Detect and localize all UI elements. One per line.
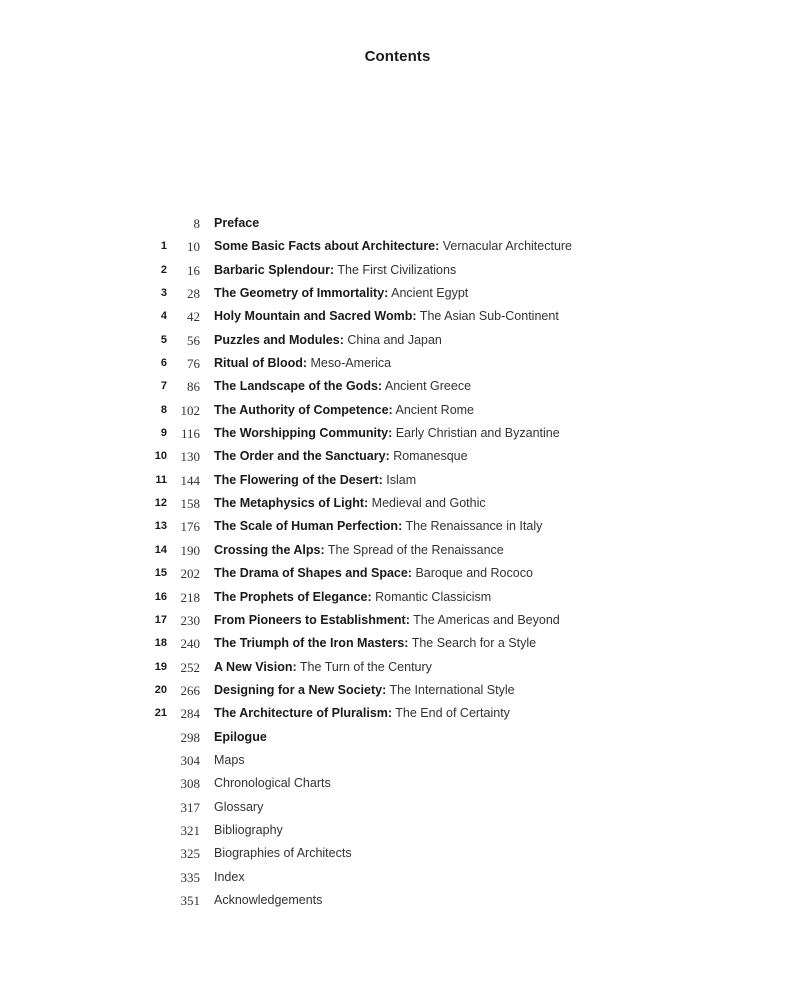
- page-number: 335: [180, 869, 200, 885]
- entry-subtitle: The Turn of the Century: [296, 659, 432, 674]
- entry-subtitle: The Americas and Beyond: [409, 612, 560, 627]
- page-number: 86: [187, 379, 200, 395]
- entry-title: The Metaphysics of Light:: [214, 496, 369, 511]
- entry-text: [214, 282, 468, 305]
- toc-entry[interactable]: [0, 562, 795, 585]
- entry-text: [214, 445, 468, 468]
- toc-entry[interactable]: [0, 515, 795, 538]
- chapter-number: 5: [160, 333, 167, 346]
- toc-entry[interactable]: [0, 469, 795, 492]
- chapter-number: 4: [160, 310, 167, 323]
- entry-title: The Order and the Sanctuary:: [214, 449, 390, 464]
- entry-subtitle: The First Civilizations: [334, 262, 457, 277]
- entry-title: Holy Mountain and Sacred Womb:: [214, 309, 417, 324]
- entry-text: [214, 492, 486, 515]
- entry-subtitle: The End of Certainty: [392, 706, 510, 721]
- entry-text: [214, 749, 245, 772]
- toc-entry[interactable]: [0, 702, 795, 725]
- chapter-number: 19: [154, 660, 167, 673]
- chapter-number: 1: [160, 240, 167, 253]
- entry-text: [214, 235, 572, 258]
- entry-title: The Architecture of Pluralism:: [214, 706, 393, 721]
- entry-title: Crossing the Alps:: [214, 542, 325, 557]
- chapter-number: 18: [154, 637, 167, 650]
- entry-text: [214, 772, 331, 795]
- entry-subtitle: Ancient Rome: [392, 402, 475, 417]
- entry-title: The Authority of Competence:: [214, 402, 393, 417]
- entry-text: [214, 609, 560, 632]
- page-number: 116: [180, 426, 200, 442]
- page-number: 298: [180, 729, 200, 745]
- entry-subtitle: Baroque and Rococo: [411, 566, 533, 581]
- entry-subtitle: Vernacular Architecture: [439, 239, 573, 254]
- page-number: 28: [187, 286, 200, 302]
- entry-subtitle: The International Style: [386, 682, 515, 697]
- entry-text: [214, 399, 474, 422]
- entry-subtitle: China and Japan: [343, 332, 442, 347]
- entry-text: [214, 515, 542, 538]
- toc-entry[interactable]: [0, 842, 795, 865]
- toc-entry[interactable]: [0, 889, 795, 912]
- entry-text: [214, 469, 416, 492]
- entry-title: Chronological Charts: [214, 776, 331, 791]
- page-number: 351: [180, 892, 200, 908]
- chapter-number: 21: [154, 707, 167, 720]
- chapter-number: 7: [160, 380, 167, 393]
- toc-entry[interactable]: [0, 329, 795, 352]
- entry-title: Bibliography: [214, 822, 283, 837]
- entry-title: Puzzles and Modules:: [214, 332, 344, 347]
- entry-text: [214, 842, 352, 865]
- entry-title: Preface: [214, 216, 260, 230]
- page-number: 158: [180, 496, 200, 512]
- chapter-number: 2: [160, 263, 167, 276]
- entry-subtitle: Islam: [382, 472, 417, 487]
- toc-entry[interactable]: [0, 259, 795, 282]
- entry-title: From Pioneers to Establishment:: [214, 612, 410, 627]
- page-title: Contents: [364, 48, 431, 65]
- page-number: 10: [187, 239, 200, 255]
- toc-entry[interactable]: [0, 305, 795, 328]
- toc-entry[interactable]: [0, 375, 795, 398]
- page-number: 8: [193, 216, 200, 231]
- entry-text: [214, 796, 263, 819]
- page-number: 240: [180, 636, 200, 652]
- entry-title: The Flowering of the Desert:: [214, 472, 383, 487]
- entry-subtitle: The Search for a Style: [408, 636, 537, 651]
- chapter-number: 3: [160, 287, 167, 300]
- entry-title: Ritual of Blood:: [214, 356, 308, 371]
- entry-title: Maps: [214, 752, 245, 767]
- page-number: 230: [180, 612, 200, 628]
- entry-subtitle: Ancient Greece: [382, 379, 472, 394]
- chapter-number: 17: [154, 613, 167, 626]
- page-number: 42: [187, 309, 200, 325]
- page-number: 218: [180, 589, 200, 605]
- entry-text: [214, 819, 283, 842]
- entry-title: Biographies of Architects: [214, 846, 352, 861]
- page-number: 317: [180, 799, 200, 815]
- toc-entry[interactable]: [0, 796, 795, 819]
- entry-text: [214, 679, 515, 702]
- entry-text: [214, 352, 391, 375]
- page-number: 252: [180, 659, 200, 675]
- toc-entry[interactable]: [0, 609, 795, 632]
- entry-text: [214, 422, 560, 445]
- entry-title: Index: [214, 869, 245, 884]
- entry-subtitle: Medieval and Gothic: [368, 496, 486, 511]
- page-number: 304: [180, 752, 200, 768]
- page-number: 130: [180, 449, 200, 465]
- toc-entry[interactable]: [0, 866, 795, 889]
- entry-text: [214, 702, 510, 725]
- chapter-number: 20: [154, 683, 167, 696]
- page-number: 321: [180, 822, 200, 838]
- entry-title: A New Vision:: [214, 659, 297, 674]
- entry-subtitle: Ancient Egypt: [388, 286, 469, 301]
- toc-entry[interactable]: [0, 539, 795, 562]
- entry-subtitle: The Renaissance in Italy: [402, 519, 543, 534]
- entry-text: [214, 329, 442, 352]
- entry-text: [214, 889, 322, 912]
- entry-subtitle: Romanesque: [389, 449, 468, 464]
- entry-subtitle: Romantic Classicism: [371, 589, 492, 604]
- chapter-number: 16: [154, 590, 167, 603]
- entry-title: Some Basic Facts about Architecture:: [214, 239, 440, 254]
- entry-title: The Worshipping Community:: [214, 426, 393, 441]
- entry-text: [214, 726, 267, 749]
- toc-entry[interactable]: [0, 749, 795, 772]
- entry-title: The Geometry of Immortality:: [214, 286, 389, 301]
- chapter-number: 6: [160, 357, 167, 370]
- toc-entry[interactable]: [0, 726, 795, 749]
- chapter-number: 15: [154, 567, 167, 580]
- entry-title: Acknowledgements: [214, 892, 323, 907]
- entry-text: [214, 656, 432, 679]
- entry-text: [214, 632, 536, 655]
- toc-entry[interactable]: [0, 282, 795, 305]
- page-number: 16: [187, 262, 200, 278]
- entry-subtitle: Early Christian and Byzantine: [392, 426, 560, 441]
- toc-entry[interactable]: [0, 212, 795, 235]
- toc-entry[interactable]: [0, 656, 795, 679]
- page-number: 325: [180, 846, 200, 862]
- entry-subtitle: The Spread of the Renaissance: [324, 542, 504, 557]
- entry-text: [214, 539, 504, 562]
- chapter-number: 14: [154, 543, 167, 556]
- entry-text: [214, 305, 559, 328]
- entry-title: The Triumph of the Iron Masters:: [214, 636, 409, 651]
- toc-entry[interactable]: [0, 586, 795, 609]
- entry-title: The Scale of Human Perfection:: [214, 519, 403, 534]
- page-number: 56: [187, 332, 200, 348]
- entry-subtitle: Meso-America: [307, 356, 392, 371]
- page-number: 176: [180, 519, 200, 535]
- chapter-number: 12: [154, 497, 167, 510]
- toc-entry[interactable]: [0, 445, 795, 468]
- entry-title: Designing for a New Society:: [214, 682, 387, 697]
- chapter-number: 10: [154, 450, 167, 463]
- page-number: 284: [180, 706, 200, 722]
- page-number: 308: [180, 776, 200, 792]
- entry-title: The Landscape of the Gods:: [214, 379, 383, 394]
- entry-text: [214, 586, 491, 609]
- entry-text: [214, 375, 471, 398]
- toc-entry[interactable]: [0, 679, 795, 702]
- toc-entry[interactable]: [0, 772, 795, 795]
- toc-entry[interactable]: [0, 422, 795, 445]
- entry-text: [214, 562, 533, 585]
- page-number: 202: [180, 566, 200, 582]
- toc-entry[interactable]: [0, 235, 795, 258]
- toc-entry[interactable]: [0, 352, 795, 375]
- chapter-number: 9: [160, 427, 167, 440]
- toc-entry[interactable]: [0, 492, 795, 515]
- chapter-number: 13: [154, 520, 167, 533]
- page-number: 266: [180, 682, 200, 698]
- entry-title: Glossary: [214, 799, 264, 814]
- entry-title: The Drama of Shapes and Space:: [214, 566, 412, 581]
- page-number: 190: [180, 542, 200, 558]
- page-number: 144: [180, 472, 200, 488]
- chapter-number: 8: [160, 403, 167, 416]
- toc-entry[interactable]: [0, 632, 795, 655]
- chapter-number: 11: [155, 473, 167, 486]
- entry-text: [214, 259, 456, 282]
- entry-subtitle: The Asian Sub-Continent: [416, 309, 559, 324]
- table-of-contents: [0, 212, 795, 912]
- entry-text: [214, 866, 245, 889]
- page-number: 76: [187, 356, 200, 372]
- toc-entry[interactable]: [0, 819, 795, 842]
- entry-text: [214, 212, 259, 235]
- entry-title: The Prophets of Elegance:: [214, 589, 372, 604]
- page-number: 102: [180, 402, 200, 418]
- entry-title: Barbaric Splendour:: [214, 262, 335, 277]
- entry-title: Epilogue: [214, 729, 267, 744]
- toc-entry[interactable]: [0, 399, 795, 422]
